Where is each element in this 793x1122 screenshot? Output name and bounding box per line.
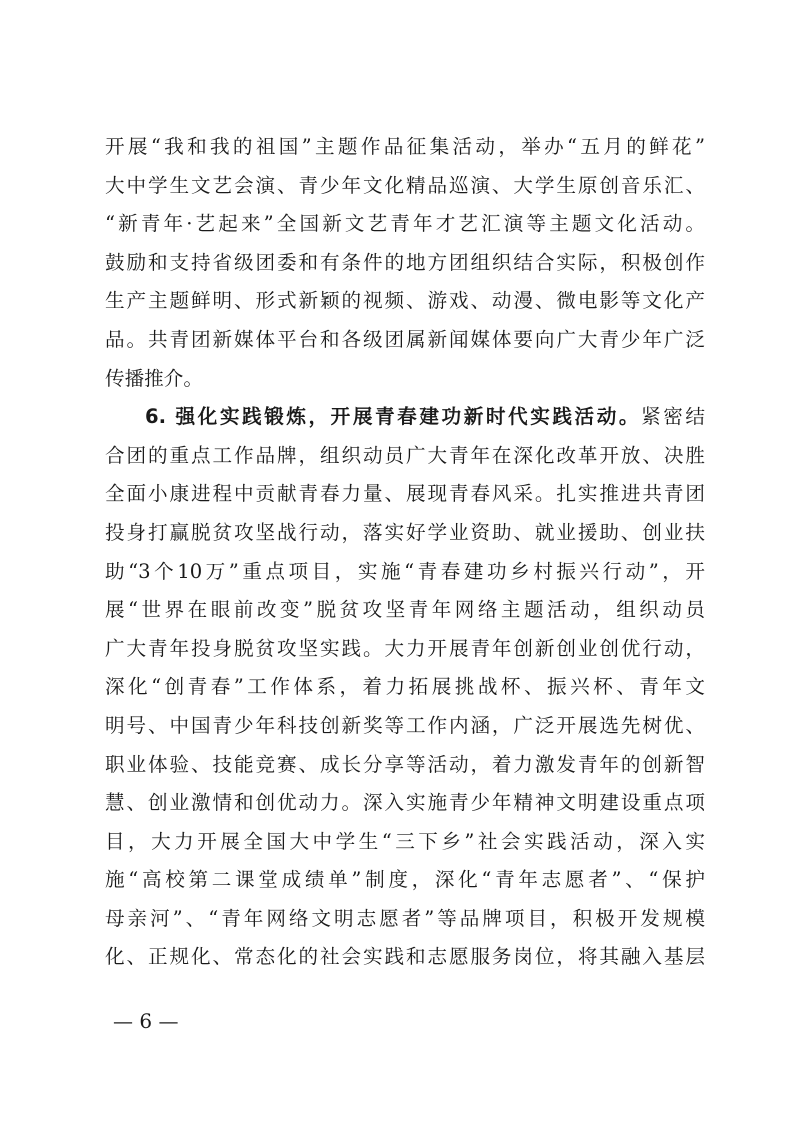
- text-line: 全面小康进程中贡献青春力量、展现青春风采。扎实推进共青团: [105, 482, 705, 506]
- section-heading: 6. 强化实践锻炼，开展青春建功新时代实践活动。: [145, 405, 642, 429]
- text-line: 合团的重点工作品牌，组织动员广大青年在深化改革开放、决胜: [105, 443, 705, 467]
- text-line: 品。共青团新媒体平台和各级团属新闻媒体要向广大青少年广泛: [105, 327, 705, 351]
- text-line: 大中学生文艺会演、青少年文化精品巡演、大学生原创音乐汇、: [105, 173, 705, 197]
- text-line: 鼓励和支持省级团委和有条件的地方团组织结合实际，积极创作: [105, 250, 705, 274]
- text-line: 深化“创青春”工作体系，着力拓展挑战杯、振兴杯、青年文: [105, 675, 705, 699]
- text-line: 母亲河”、“青年网络文明志愿者”等品牌项目，积极开发规模: [105, 906, 705, 930]
- text-line: 慧、创业激情和创优动力。深入实施青少年精神文明建设重点项: [105, 791, 705, 815]
- text-line: 投身打赢脱贫攻坚战行动，落实好学业资助、就业援助、创业扶: [105, 520, 705, 544]
- text-line: 目，大力开展全国大中学生“三下乡”社会实践活动，深入实: [105, 829, 705, 853]
- text-line: 开展“我和我的祖国”主题作品征集活动，举办“五月的鲜花”: [105, 135, 705, 158]
- page-number: — 6 —: [113, 1009, 179, 1033]
- paragraph-2: [105, 398, 705, 977]
- text-line: “新青年·艺起来”全国新文艺青年才艺汇演等主题文化活动。: [105, 212, 705, 236]
- text-line: 职业体验、技能竞赛、成长分享等活动，着力激发青年的创新智: [105, 752, 705, 776]
- paragraph-1: [105, 128, 705, 398]
- text-line: 施“高校第二课堂成绩单”制度，深化“青年志愿者”、“保护: [105, 868, 705, 892]
- heading-line-rest: 紧密结: [641, 405, 705, 429]
- text-line: 化、正规化、常态化的社会实践和志愿服务岗位，将其融入基层: [105, 945, 705, 969]
- text-line: 传播推介。: [105, 366, 203, 390]
- text-line: 展“世界在眼前改变”脱贫攻坚青年网络主题活动，组织动员: [105, 598, 705, 622]
- body-text: [105, 128, 705, 977]
- text-line: 广大青年投身脱贫攻坚实践。大力开展青年创新创业创优行动，: [105, 636, 705, 660]
- text-line: 助“3个10万”重点项目，实施“青春建功乡村振兴行动”，开: [105, 559, 705, 583]
- text-line: [105, 398, 705, 437]
- text-line: 生产主题鲜明、形式新颖的视频、游戏、动漫、微电影等文化产: [105, 289, 705, 313]
- text-line: 明号、中国青少年科技创新奖等工作内涵，广泛开展选先树优、: [105, 713, 705, 737]
